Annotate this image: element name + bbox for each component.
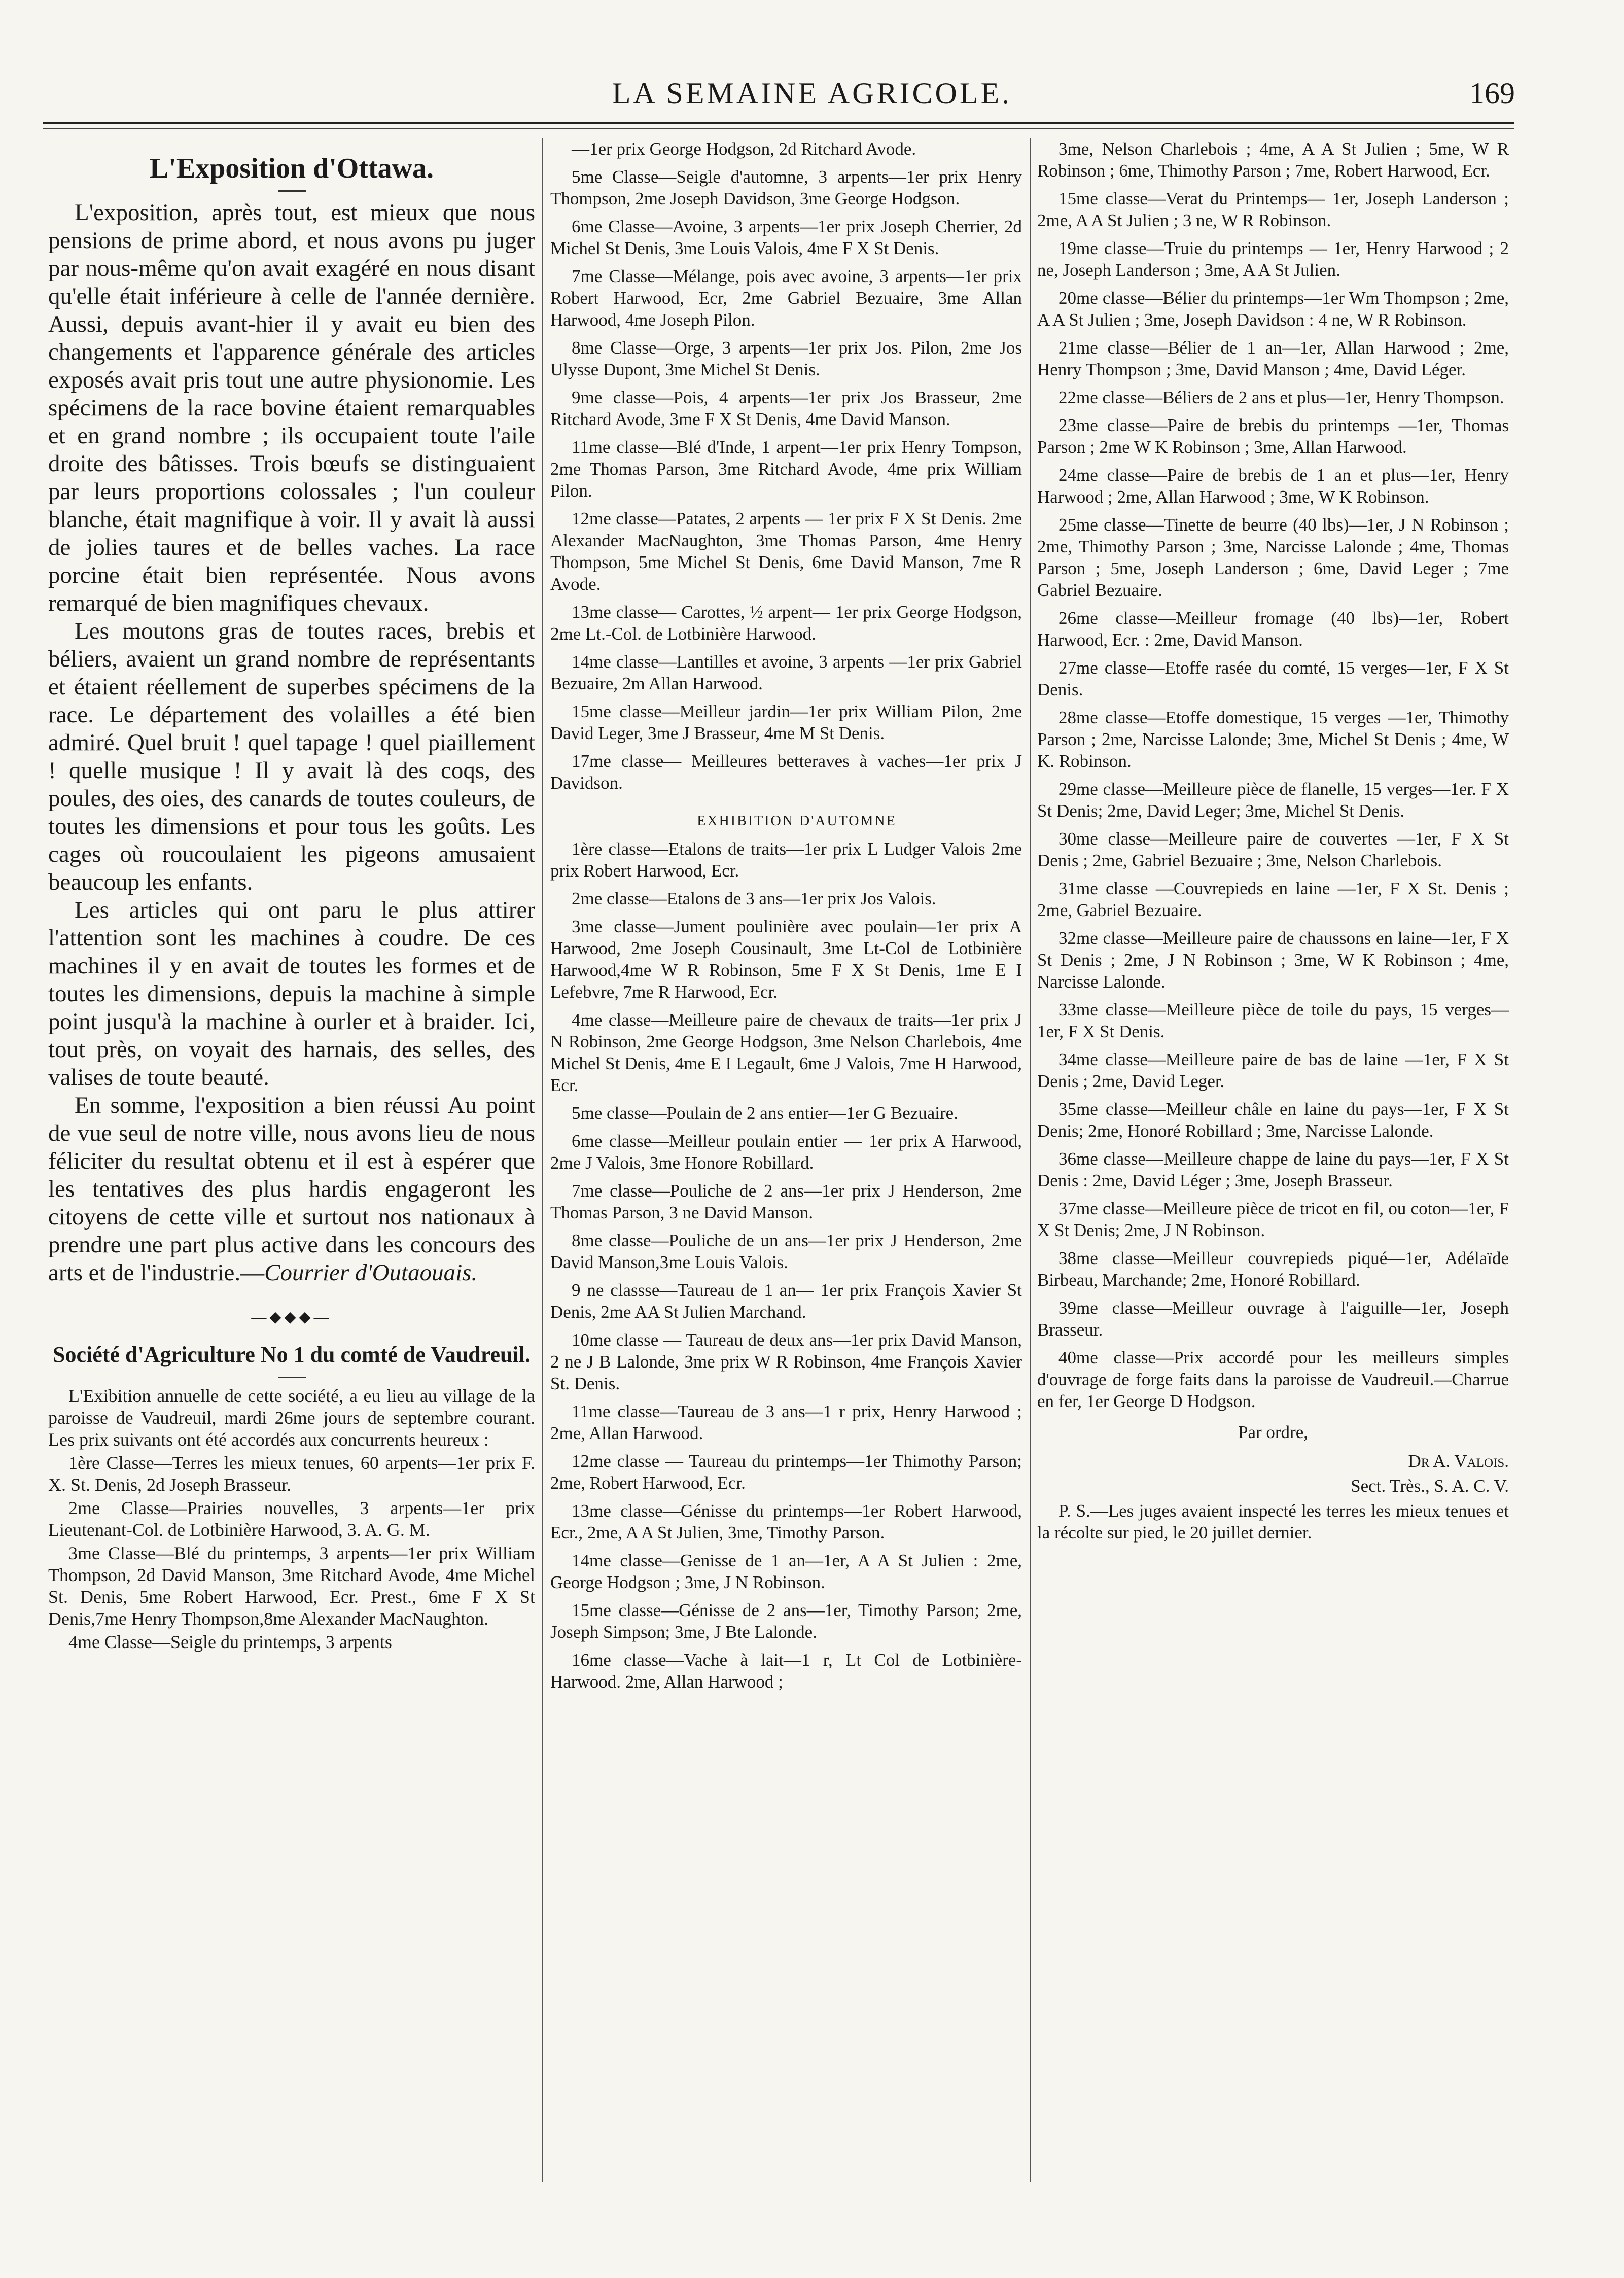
header-rule-thin — [43, 128, 1514, 129]
prize-entry: 15me classe—Verat du Printemps— 1er, Joseph Landerson ; 2me, A A St Julien ; 3 ne, W R Robinson. — [1037, 189, 1509, 230]
prize-entry: 6me Classe—Avoine, 3 arpents—1er prix Joseph Cherrier, 2d Michel St Denis, 3me Louis Valois, 4me F X St Denis. — [550, 217, 1022, 258]
paragraph — [48, 1092, 535, 1287]
prize-entry: 4me classe—Meilleure paire de chevaux de traits—1er prix J N Robinson, 2me George Hodgson, 3me Nelson Charlebois, 4me Michel St Denis, 4me E I Legault, 6me J Valois, 7me H Harwood, Ecr. — [550, 1010, 1022, 1095]
prize-entry: 11me classe—Taureau de 3 ans—1 r prix, Henry Harwood ; 2me, Allan Harwood. — [550, 1401, 1022, 1443]
prize-entry: 35me classe—Meilleur châle en laine du pays—1er, F X St Denis; 2me, Honoré Robillard ; 3me, Narcisse Lalonde. — [1037, 1099, 1509, 1141]
prize-entry: 19me classe—Truie du printemps — 1er, Henry Harwood ; 2 ne, Joseph Landerson ; 3me, A A St Julien. — [1037, 238, 1509, 280]
prize-entry: 39me classe—Meilleur ouvrage à l'aiguille—1er, Joseph Brasseur. — [1037, 1298, 1509, 1340]
running-title: LA SEMAINE AGRICOLE. — [612, 77, 1012, 110]
notice-body — [48, 1385, 535, 1653]
prize-entry: 8me Classe—Orge, 3 arpents—1er prix Jos. Pilon, 2me Jos Ulysse Dupont, 3me Michel St Denis. — [550, 338, 1022, 379]
prize-entry: 12me classe—Patates, 2 arpents — 1er prix F X St Denis. 2me Alexander MacNaughton, 3me Thomas Parson, 4me Henry Thompson, 5me Michel St Denis, 6me David Manson, 7me R Avode. — [550, 509, 1022, 594]
page-header — [0, 0, 1624, 127]
column-divider — [1030, 138, 1031, 2182]
subheading: EXHIBITION D'AUTOMNE — [697, 813, 897, 829]
prize-entry: 14me classe—Lantilles et avoine, 3 arpents —1er prix Gabriel Bezuaire, 2m Allan Harwood. — [550, 652, 1022, 693]
prize-entry: 32me classe—Meilleure paire de chaussons en laine—1er, F X St Denis ; 2me, J N Robinson ; 3me, W K Robinson ; 4me, Narcisse Lalonde. — [1037, 928, 1509, 992]
prize-entry: 16me classe—Vache à lait—1 r, Lt Col de Lotbinière-Harwood. 2me, Allan Harwood ; — [550, 1650, 1022, 1692]
section-ornament: —◆◆◆— — [251, 1309, 332, 1325]
prize-entry: 15me classe—Génisse de 2 ans—1er, Timothy Parson; 2me, Joseph Simpson; 3me, J Bte Lalonde. — [550, 1600, 1022, 1642]
prize-entry: 2me Classe—Prairies nouvelles, 3 arpents—1er prix Lieutenant-Col. de Lotbinière Harwood, 3. A. G. M. — [48, 1498, 535, 1540]
prize-entry: 13me classe— Carottes, ½ arpent— 1er prix George Hodgson, 2me Lt.-Col. de Lotbinière Harwood. — [550, 602, 1022, 644]
prize-entry: 10me classe — Taureau de deux ans—1er prix David Manson, 2 ne J B Lalonde, 3me prix W R Robinson, 4me François Xavier St. Denis. — [550, 1330, 1022, 1393]
prize-entry: 3me, Nelson Charlebois ; 4me, A A St Julien ; 5me, W R Robinson ; 6me, Thimothy Parson ; 7me, Robert Harwood, Ecr. — [1037, 139, 1509, 181]
paragraph: Les moutons gras de toutes races, brebis et béliers, avaient un grand nombre de représentants et étaient réellement de superbes spécimens de la race. Le département des volailles a été bien admiré. Quel bruit ! quel tapage ! quel piaillement ! quelle musique ! Il y avait là des coqs, des poules, des oies, des canards de toutes couleurs, de toutes les dimensions et pour tous les goûts. Les cages où roucoulaient les pigeons amusaient beaucoup les enfants. — [48, 618, 535, 895]
prize-entry: 27me classe—Etoffe rasée du comté, 15 verges—1er, F X St Denis. — [1037, 658, 1509, 699]
prize-entry: 20me classe—Bélier du printemps—1er Wm Thompson ; 2me, A A St Julien ; 3me, Joseph Davidson : 4 ne, W R Robinson. — [1037, 288, 1509, 330]
prize-entry: 23me classe—Paire de brebis du printemps —1er, Thomas Parson ; 2me W K Robinson ; 3me, Allan Harwood. — [1037, 415, 1509, 457]
prize-entry: 24me classe—Paire de brebis de 1 an et plus—1er, Henry Harwood ; 2me, Allan Harwood ; 3me, W K Robinson. — [1037, 465, 1509, 507]
prize-entry: 34me classe—Meilleure paire de bas de laine —1er, F X St Denis ; 2me, David Leger. — [1037, 1049, 1509, 1091]
par-ordre: Par ordre, — [1238, 1422, 1308, 1442]
prize-entry: 6me classe—Meilleur poulain entier — 1er prix A Harwood, 2me J Valois, 3me Honore Robillard. — [550, 1131, 1022, 1173]
paragraph: L'Exibition annuelle de cette société, a eu lieu au village de la paroisse de Vaudreuil, mardi 26me jours de septembre courant. Les prix suivants ont été accordés aux concurrents heureux : — [48, 1386, 535, 1450]
prize-entry: 3me Classe—Blé du printemps, 3 arpents—1er prix William Thompson, 2d David Manson, 3me Ritchard Avode, 4me Michel St. Denis, 5me Robert Harwood, Ecr. Prest., 6me F X St Denis,7me Henry Thompson,8me Alexander MacNaughton. — [48, 1543, 535, 1629]
column-divider — [542, 138, 543, 2182]
prize-entry: 5me Classe—Seigle d'automne, 3 arpents—1er prix Henry Thompson, 2me Joseph Davidson, 3me George Hodgson. — [550, 167, 1022, 208]
prize-entry: 26me classe—Meilleur fromage (40 lbs)—1er, Robert Harwood, Ecr. : 2me, David Manson. — [1037, 608, 1509, 650]
column-2 — [550, 138, 1022, 2192]
article-body — [48, 199, 535, 1287]
prize-entry: 2me classe—Etalons de 3 ans—1er prix Jos Valois. — [572, 889, 936, 908]
prize-entry: 12me classe — Taureau du printemps—1er Thimothy Parson; 2me, Robert Harwood, Ecr. — [550, 1451, 1022, 1493]
prize-entry: 4me Classe—Seigle du printemps, 3 arpents — [68, 1632, 392, 1652]
prize-entry: 38me classe—Meilleur couvrepieds piqué—1er, Adélaïde Birbeau, Marchande; 2me, Honoré Robillard. — [1037, 1248, 1509, 1290]
prize-entry: 36me classe—Meilleure chappe de laine du pays—1er, F X St Denis : 2me, David Léger ; 3me, Joseph Brasseur. — [1037, 1149, 1509, 1190]
prize-entry: 7me Classe—Mélange, pois avec avoine, 3 arpents—1er prix Robert Harwood, Ecr, 2me Gabriel Bezuaire, 3me Allan Harwood, 4me Joseph Pilon. — [550, 266, 1022, 330]
prize-entry: 31me classe —Couvrepieds en laine —1er, F X St. Denis ; 2me, Gabriel Bezuaire. — [1037, 879, 1509, 920]
prize-entry: 9me classe—Pois, 4 arpents—1er prix Jos Brasseur, 2me Ritchard Avode, 3me F X St Denis, 4me David Manson. — [550, 388, 1022, 429]
paragraph-text: En somme, l'exposition a bien réussi Au point de vue seul de notre ville, nous avons lieu de nous féliciter du resultat obtenu et il est à espérer que les tentatives des plus hardis engageront les citoyens de cette ville et surtout nos nationaux à prendre une part plus active dans les concours des arts et de l'industrie.— — [48, 1092, 535, 1286]
prize-entry: 33me classe—Meilleure pièce de toile du pays, 15 verges—1er, F X St Denis. — [1037, 1000, 1509, 1041]
prize-entry: 22me classe—Béliers de 2 ans et plus—1er, Henry Thompson. — [1058, 388, 1504, 407]
prize-entry: 8me classe—Pouliche de un ans—1er prix J Henderson, 2me David Manson,3me Louis Valois. — [550, 1231, 1022, 1272]
prize-entry: 30me classe—Meilleure paire de couvertes —1er, F X St Denis ; 2me, Gabriel Bezuaire ; 3me, Nelson Charlebois. — [1037, 829, 1509, 870]
prize-entry: 37me classe—Meilleure pièce de tricot en fil, ou coton—1er, F X St Denis; 2me, J N Robinson. — [1037, 1199, 1509, 1240]
prize-entry: 40me classe—Prix accordé pour les meilleurs simples d'ouvrage de forge faits dans la paroisse de Vaudreuil.—Charrue en fer, 1er George D Hodgson. — [1037, 1348, 1509, 1411]
prize-entry: 9 ne classse—Taureau de 1 an— 1er prix François Xavier St Denis, 2me AA St Julien Marchand. — [550, 1280, 1022, 1322]
signature-title: Sect. Très., S. A. C. V. — [1351, 1476, 1509, 1496]
article-title: L'Exposition d'Ottawa. — [149, 153, 434, 184]
prize-entry: 13me classe—Génisse du printemps—1er Robert Harwood, Ecr., 2me, A A St Julien, 3me, Timothy Parson. — [550, 1501, 1022, 1543]
title-dash — [278, 190, 306, 192]
postscript: P. S.—Les juges avaient inspecté les terres les mieux tenues et la récolte sur pied, le 20 juillet dernier. — [1037, 1501, 1509, 1543]
prize-entry: 3me classe—Jument poulinière avec poulain—1er prix A Harwood, 2me Joseph Cousinault, 3me Lt-Col de Lotbinière Harwood,4me W R Robinson, 5me F X St Denis, 1me E I Lefebvre, 7me R Harwood, Ecr. — [550, 917, 1022, 1002]
paragraph: L'exposition, après tout, est mieux que nous pensions de prime abord, et nous avons pu juger par nous-même qu'on avait exagéré en nous disant qu'elle était inférieure à celle de l'année dernière. Aussi, depuis avant-hier il y avait eu bien des changements et l'apparence générale des articles exposés avait pris tout une autre physionomie. Les spécimens de la race bovine étaient remarquables et en grand nombre ; ils occupaient toute l'aile droite des bâtisses. Trois bœufs se distinguaient par leurs proportions colossales ; l'un couleur blanche, était magnifique à voir. Il y avait là aussi de jolies taures et de belles vaches. La race porcine était bien représentée. Nous avons remarqué de bien magnifiques chevaux. — [48, 199, 535, 616]
prize-entry: 25me classe—Tinette de beurre (40 lbs)—1er, J N Robinson ; 2me, Thimothy Parson ; 3me, Narcisse Lalonde ; 4me, Thomas Parson ; 5me, Joseph Landerson ; 6me, David Leger ; 7me Gabriel Bezuaire. — [1037, 515, 1509, 600]
column-1 — [48, 138, 535, 2192]
section-dash — [278, 1377, 306, 1378]
prize-entry: 1ère classe—Etalons de traits—1er prix L Ludger Valois 2me prix Robert Harwood, Ecr. — [550, 839, 1022, 881]
source-signature: Courrier d'Outaouais. — [264, 1259, 478, 1286]
prize-entry: 14me classe—Genisse de 1 an—1er, A A St Julien : 2me, George Hodgson ; 3me, J N Robinson. — [550, 1551, 1022, 1592]
prize-entry: 28me classe—Etoffe domestique, 15 verges —1er, Thimothy Parson ; 2me, Narcisse Lalonde; 3me, Michel St Denis ; 4me, W K. Robinson. — [1037, 708, 1509, 771]
section-title: Société d'Agriculture No 1 du comté de Vaudreuil. — [53, 1342, 531, 1367]
header-rule — [43, 122, 1514, 124]
prize-entry: 7me classe—Pouliche de 2 ans—1er prix J Henderson, 2me Thomas Parson, 3 ne David Manson. — [550, 1181, 1022, 1222]
prize-entry: —1er prix George Hodgson, 2d Ritchard Avode. — [572, 139, 916, 159]
page-number: 169 — [1469, 77, 1515, 110]
prize-entry: 5me classe—Poulain de 2 ans entier—1er G Bezuaire. — [572, 1103, 958, 1123]
paragraph: Les articles qui ont paru le plus attirer l'attention sont les machines à coudre. De ces machines il y en avait de toutes les formes et de toutes les dimensions, depuis la machine à simple point jusqu'à la machine à ourler et à braider. Ici, tout près, on voyait des harnais, des selles, des valises de toute beauté. — [48, 897, 535, 1091]
prize-entry: 15me classe—Meilleur jardin—1er prix William Pilon, 2me David Leger, 3me J Brasseur, 4me M St Denis. — [550, 702, 1022, 743]
prize-entry: 11me classe—Blé d'Inde, 1 arpent—1er prix Henry Tompson, 2me Thomas Parson, 3me Ritchard Avode, 4me prix William Pilon. — [550, 437, 1022, 501]
prize-entry: 29me classe—Meilleure pièce de flanelle, 15 verges—1er. F X St Denis; 2me, David Leger; 3me, Michel St Denis. — [1037, 779, 1509, 821]
prize-entry: 1ère Classe—Terres les mieux tenues, 60 arpents—1er prix F. X. St. Denis, 2d Joseph Brasseur. — [48, 1453, 535, 1495]
column-3 — [1037, 138, 1509, 2192]
prize-entry: 21me classe—Bélier de 1 an—1er, Allan Harwood ; 2me, Henry Thompson ; 3me, David Manson ; 4me, David Léger. — [1037, 338, 1509, 379]
signature-name: Dr A. Valois. — [1408, 1451, 1509, 1471]
prize-entry: 17me classe— Meilleures betteraves à vaches—1er prix J Davidson. — [550, 751, 1022, 793]
